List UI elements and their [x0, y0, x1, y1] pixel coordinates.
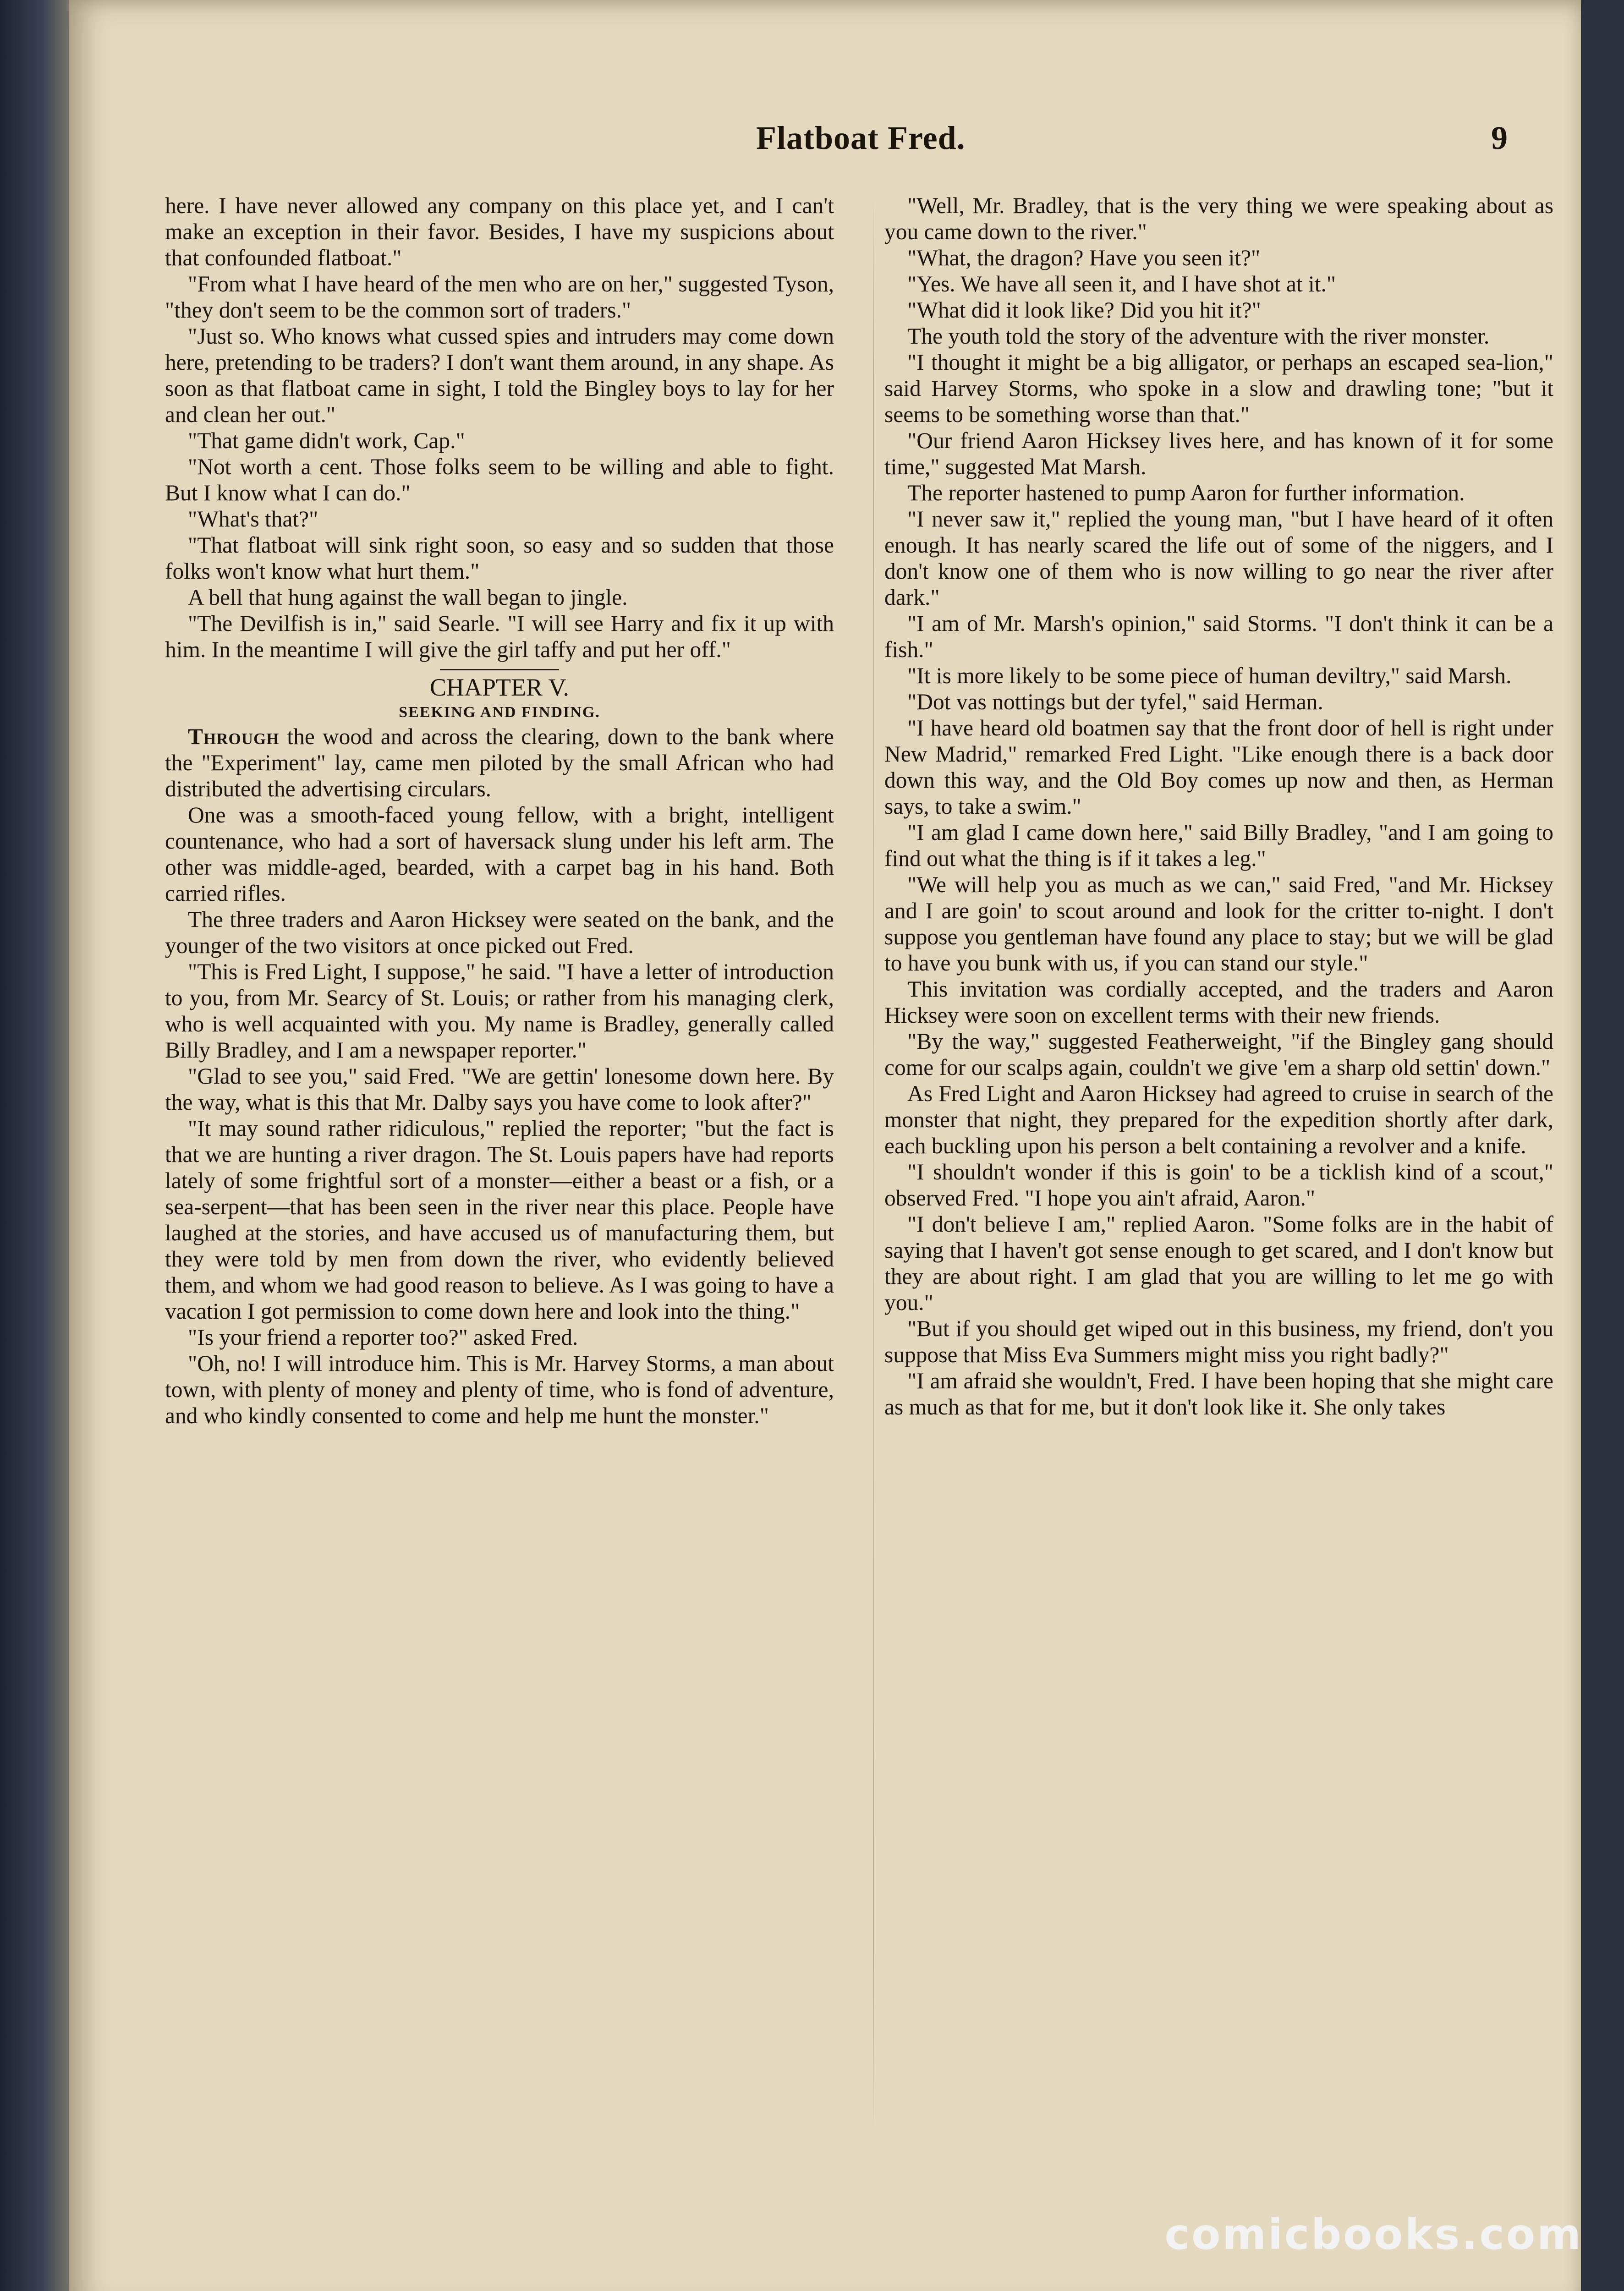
chapter-opening-paragraph: [165, 723, 834, 802]
paragraph: "From what I have heard of the men who are on her," suggested Tyson, "they don't seem to be the common sort of traders.": [165, 271, 834, 323]
paragraph: "It may sound rather ridiculous," replied the reporter; "but the fact is that we are hunting a river dragon. The St. Louis papers have had reports lately of some frightful sort of a monster—either a beast or a fish, or a sea-serpent—that has been seen in the river near this place. People have laughed at the stories, and have accused us of manufacturing them, but they were told by men from down the river, who evidently believed them, and whom we had good reason to believe. As I was going to have a vacation I got permission to come down here and look into the thing.": [165, 1116, 834, 1324]
paragraph: The reporter hastened to pump Aaron for further information.: [907, 480, 1465, 505]
paragraph: "Oh, no! I will introduce him. This is Mr. Harvey Storms, a man about town, with plenty of money and plenty of time, who is fond of adventure, and who kindly consented to come and help me hunt the monster.": [165, 1351, 834, 1428]
drop-lead-word: Through: [188, 724, 280, 749]
paragraph: "By the way," suggested Featherweight, "if the Bingley gang should come for our scalps again, couldn't we give 'em a sharp old settin' down.": [884, 1029, 1553, 1080]
paragraph: One was a smooth-faced young fellow, with a bright, intelligent countenance, who had a sort of haversack slung under his left arm. The other was middle-aged, bearded, with a carpet bag in his hand. Both carried rifles.: [165, 802, 834, 906]
book-page: [69, 0, 1581, 2291]
paragraph: "I shouldn't wonder if this is goin' to be a ticklish kind of a scout," observed Fred. "I hope you ain't afraid, Aaron.": [884, 1159, 1553, 1211]
paragraph: "It is more likely to be some piece of human deviltry," said Marsh.: [907, 663, 1512, 688]
left-column: [165, 192, 834, 1429]
paragraph: "I never saw it," replied the young man, "but I have heard of it often enough. It has nearly scared the life out of some of the niggers, and I don't know one of them who is now willing to go near the river after dark.": [884, 506, 1553, 610]
paragraph: "I am of Mr. Marsh's opinion," said Storms. "I don't think it can be a fish.": [884, 611, 1553, 662]
paragraph: "That game didn't work, Cap.": [188, 428, 465, 453]
paragraph: "Not worth a cent. Those folks seem to be willing and able to fight. But I know what I can do.": [165, 454, 834, 505]
paragraph: As Fred Light and Aaron Hicksey had agreed to cruise in search of the monster that night, they prepared for the expedition shortly after dark, each buckling upon his person a belt containing a revolver and a knife.: [884, 1081, 1553, 1158]
paragraph: "The Devilfish is in," said Searle. "I will see Harry and fix it up with him. In the meantime I will give the girl taffy and put her off.": [165, 611, 834, 662]
site-watermark: comicbooks.com: [1164, 2210, 1583, 2259]
paragraph: "Glad to see you," said Fred. "We are gettin' lonesome down here. By the way, what is this that Mr. Dalby says you have come to look after?": [165, 1063, 834, 1115]
paragraph: "Dot vas nottings but der tyfel," said Herman.: [907, 689, 1323, 714]
chapter-heading: CHAPTER V.: [429, 674, 570, 701]
chapter-subtitle: SEEKING AND FINDING.: [399, 704, 600, 721]
running-title: Flatboat Fred.: [756, 120, 966, 156]
paragraph: A bell that hung against the wall began to jingle.: [188, 585, 628, 610]
paragraph: here. I have never allowed any company on this place yet, and I can't make an exception in their favor. Besides, I have my suspicions about that confounded flatboat.": [165, 193, 834, 270]
paragraph: "We will help you as much as we can," said Fred, "and Mr. Hicksey and I are goin' to scout around and look for the critter to-night. I don't suppose you gentleman have found any place to stay; but we will be glad to have you bunk with us, if you can stand our style.": [884, 872, 1553, 976]
page-header: [160, 115, 1508, 170]
paragraph: The youth told the story of the adventure with the river monster.: [907, 323, 1490, 349]
paragraph: The three traders and Aaron Hicksey were seated on the bank, and the younger of the two visitors at once picked out Fred.: [165, 907, 834, 958]
paragraph: "I thought it might be a big alligator, or perhaps an escaped sea-lion," said Harvey Storms, who spoke in a slow and drawling tone; "but it seems to be something worse than that.": [884, 350, 1553, 427]
paragraph: "Is your friend a reporter too?" asked Fred.: [188, 1325, 578, 1350]
chapter-rule: [440, 669, 559, 670]
paragraph: "Well, Mr. Bradley, that is the very thing we were speaking about as you came down to the river.": [884, 193, 1553, 244]
paragraph: "This is Fred Light, I suppose," he said. "I have a letter of introduction to you, from Mr. Searcy of St. Louis; or rather from his managing clerk, who is well acquainted with you. My name is Bradley, generally called Billy Bradley, and I am a newspaper reporter.": [165, 959, 834, 1063]
paragraph: "I am glad I came down here," said Billy Bradley, "and I am going to find out what the thing is if it takes a leg.": [884, 820, 1553, 871]
paragraph: "I don't believe I am," replied Aaron. "Some folks are in the habit of saying that I haven't got sense enough to get scared, and I don't know but they are about right. I am glad that you are willing to let me go with you.": [884, 1211, 1553, 1315]
paragraph: "That flatboat will sink right soon, so easy and so sudden that those folks won't know what hurt them.": [165, 532, 834, 584]
paragraph: "I am afraid she wouldn't, Fred. I have been hoping that she might care as much as that for me, but it don't look like it. She only takes: [884, 1368, 1553, 1420]
paragraph: "What did it look like? Did you hit it?": [907, 297, 1261, 323]
paragraph: "What's that?": [188, 506, 318, 532]
paragraph: "Our friend Aaron Hicksey lives here, and has known of it for some time," suggested Mat Marsh.: [884, 428, 1553, 479]
paragraph: This invitation was cordially accepted, and the traders and Aaron Hicksey were soon on excellent terms with their new friends.: [884, 976, 1553, 1028]
paragraph: "What, the dragon? Have you seen it?": [907, 245, 1261, 270]
opening-paragraph-text: the wood and across the clearing, down to the bank where the "Experiment" lay, came men piloted by the small African who had distributed the advertising circulars.: [165, 724, 834, 801]
page-number: 9: [1491, 120, 1508, 156]
paragraph: "But if you should get wiped out in this business, my friend, don't you suppose that Miss Eva Summers might miss you right badly?": [884, 1316, 1553, 1367]
column-divider: [873, 192, 874, 2135]
right-column: [884, 192, 1553, 1420]
paragraph: "Just so. Who knows what cussed spies and intruders may come down here, pretending to be traders? I don't want them around, in any shape. As soon as that flatboat came in sight, I told the Bingley boys to lay for her and clean her out.": [165, 323, 834, 427]
book-binding: [0, 0, 76, 2291]
paragraph: "Yes. We have all seen it, and I have shot at it.": [907, 271, 1336, 296]
paragraph: "I have heard old boatmen say that the front door of hell is right under New Madrid," remarked Fred Light. "Like enough there is a back door down this way, and the Old Boy comes up now and then, as Herman says, to take a swim.": [884, 715, 1553, 819]
